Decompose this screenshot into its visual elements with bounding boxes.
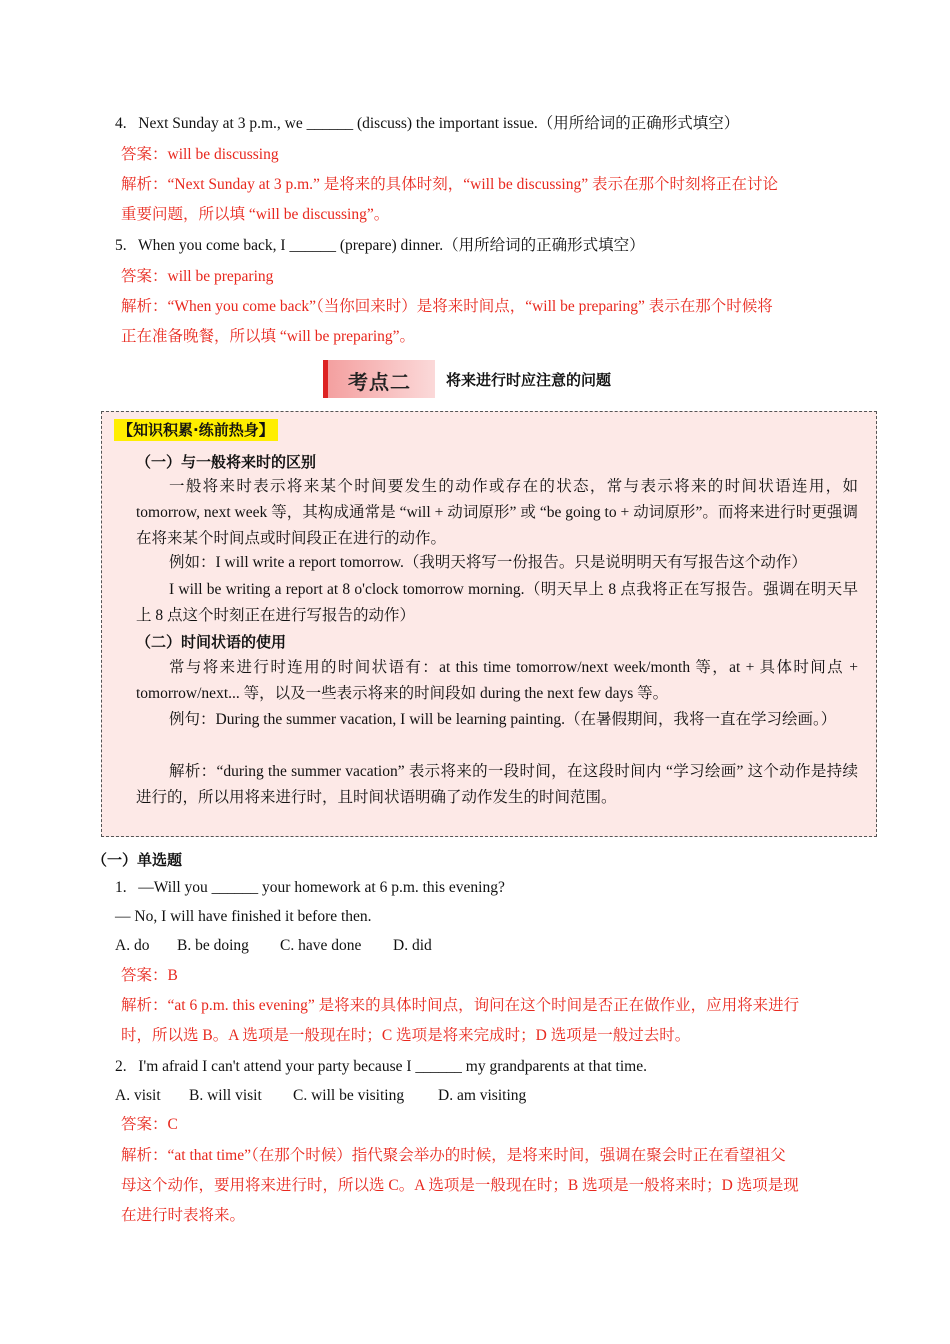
section-banner-label: 考点二 <box>348 370 411 394</box>
exercise-1-reply: — No, I will have finished it before then. <box>115 908 372 925</box>
exercise-2-analysis-line-2: 母这个动作，要用将来进行时，所以选 C。A 选项是一般现在时；B 选项是一般将来时；D 选项是现 <box>121 1177 799 1194</box>
exercise-1-option-d: D. did <box>393 937 432 954</box>
analysis-4-line-1: 解析：“Next Sunday at 3 p.m.” 是将来的具体时刻，“will be discussing” 表示在那个时刻将正在讨论 <box>121 176 778 193</box>
knowledge-paragraph-6: 解析：“during the summer vacation” 表示将来的一段时间，在这段时间内 “学习绘画” 这个动作是持续进行的，所以用将来进行时，且时间状语明确了动作发生的时间范围。 <box>136 763 858 806</box>
exercise-2-analysis-line-3: 在进行时表将来。 <box>121 1207 246 1224</box>
analysis-5-line-1: 解析：“When you come back”（当你回来时）是将来时间点，“will be preparing” 表示在那个时候将 <box>121 298 773 315</box>
exercise-heading: （一）单选题 <box>92 851 183 869</box>
knowledge-paragraph-2: 例如：I will write a report tomorrow.（我明天将写一份报告。只是说明明天有写报告这个动作） <box>169 554 807 571</box>
section-banner <box>323 360 435 398</box>
question-5: 5. When you come back, I ______ (prepare) dinner.（用所给词的正确形式填空） <box>115 237 645 254</box>
knowledge-paragraph-3: I will be writing a report at 8 o'clock tomorrow morning.（明天早上 8 点我将正在写报告。强调在明天早上 8 点这个时刻正在进行写报告的动作） <box>136 581 858 624</box>
answer-5: 答案：will be preparing <box>121 268 274 285</box>
knowledge-heading-2: （二）时间状语的使用 <box>136 633 287 651</box>
exercise-2-option-a: A. visit <box>115 1087 161 1104</box>
exercise-2-option-b: B. will visit <box>189 1087 262 1104</box>
analysis-4-line-2: 重要问题，所以填 “will be discussing”。 <box>121 206 390 223</box>
exercise-1-analysis-line-2: 时，所以选 B。A 选项是一般现在时；C 选项是将来完成时；D 选项是一般过去时。 <box>121 1027 691 1044</box>
exercise-1-answer: 答案：B <box>121 967 178 984</box>
exercise-2-option-d: D. am visiting <box>438 1087 527 1104</box>
exercise-2-analysis-line-1: 解析：“at that time”（在那个时候）指代聚会举办的时候，是将来时间，强调在聚会时正在看望祖父 <box>121 1147 786 1164</box>
section-title: 将来进行时应注意的问题 <box>446 371 612 389</box>
answer-4: 答案：will be discussing <box>121 146 279 163</box>
exercise-2-option-c: C. will be visiting <box>293 1087 405 1104</box>
question-4: 4. Next Sunday at 3 p.m., we ______ (discuss) the important issue.（用所给词的正确形式填空） <box>115 115 740 132</box>
exercise-1-option-a: A. do <box>115 937 150 954</box>
exercise-2-answer: 答案：C <box>121 1116 178 1133</box>
knowledge-paragraph-1: 一般将来时表示将来某个时间要发生的动作或存在的状态，常与表示将来的时间状语连用，如 tomorrow, next week 等，其构成通常是 “will + 动词原形” 或 “be going to + 动词原形”。而将来进行时更强调在将来某个时间点或时间段正在进行的动作。 <box>136 478 858 547</box>
exercise-1-question: 1. —Will you ______ your homework at 6 p.m. this evening? <box>115 879 505 896</box>
analysis-5-line-2: 正在准备晚餐，所以填 “will be preparing”。 <box>121 328 416 345</box>
exercise-1-option-b: B. be doing <box>177 937 249 954</box>
knowledge-paragraph-5: 例句：During the summer vacation, I will be learning painting.（在暑假期间，我将一直在学习绘画。） <box>169 711 837 728</box>
exercise-1-analysis-line-1: 解析：“at 6 p.m. this evening” 是将来的具体时间点，询问在这个时间是否正在做作业，应用将来进行 <box>121 997 800 1014</box>
exercise-2-question: 2. I'm afraid I can't attend your party because I ______ my grandparents at that time. <box>115 1058 647 1075</box>
knowledge-paragraph-4: 常与将来进行时连用的时间状语有：at this time tomorrow/next week/month 等，at + 具体时间点 + tomorrow/next... 等，以及一些表示将来的时间段如 during the next few days 等。 <box>136 659 858 702</box>
exercise-1-option-c: C. have done <box>280 937 362 954</box>
knowledge-tag: 【知识积累·练前热身】 <box>114 419 278 441</box>
knowledge-heading-1: （一）与一般将来时的区别 <box>136 453 317 471</box>
